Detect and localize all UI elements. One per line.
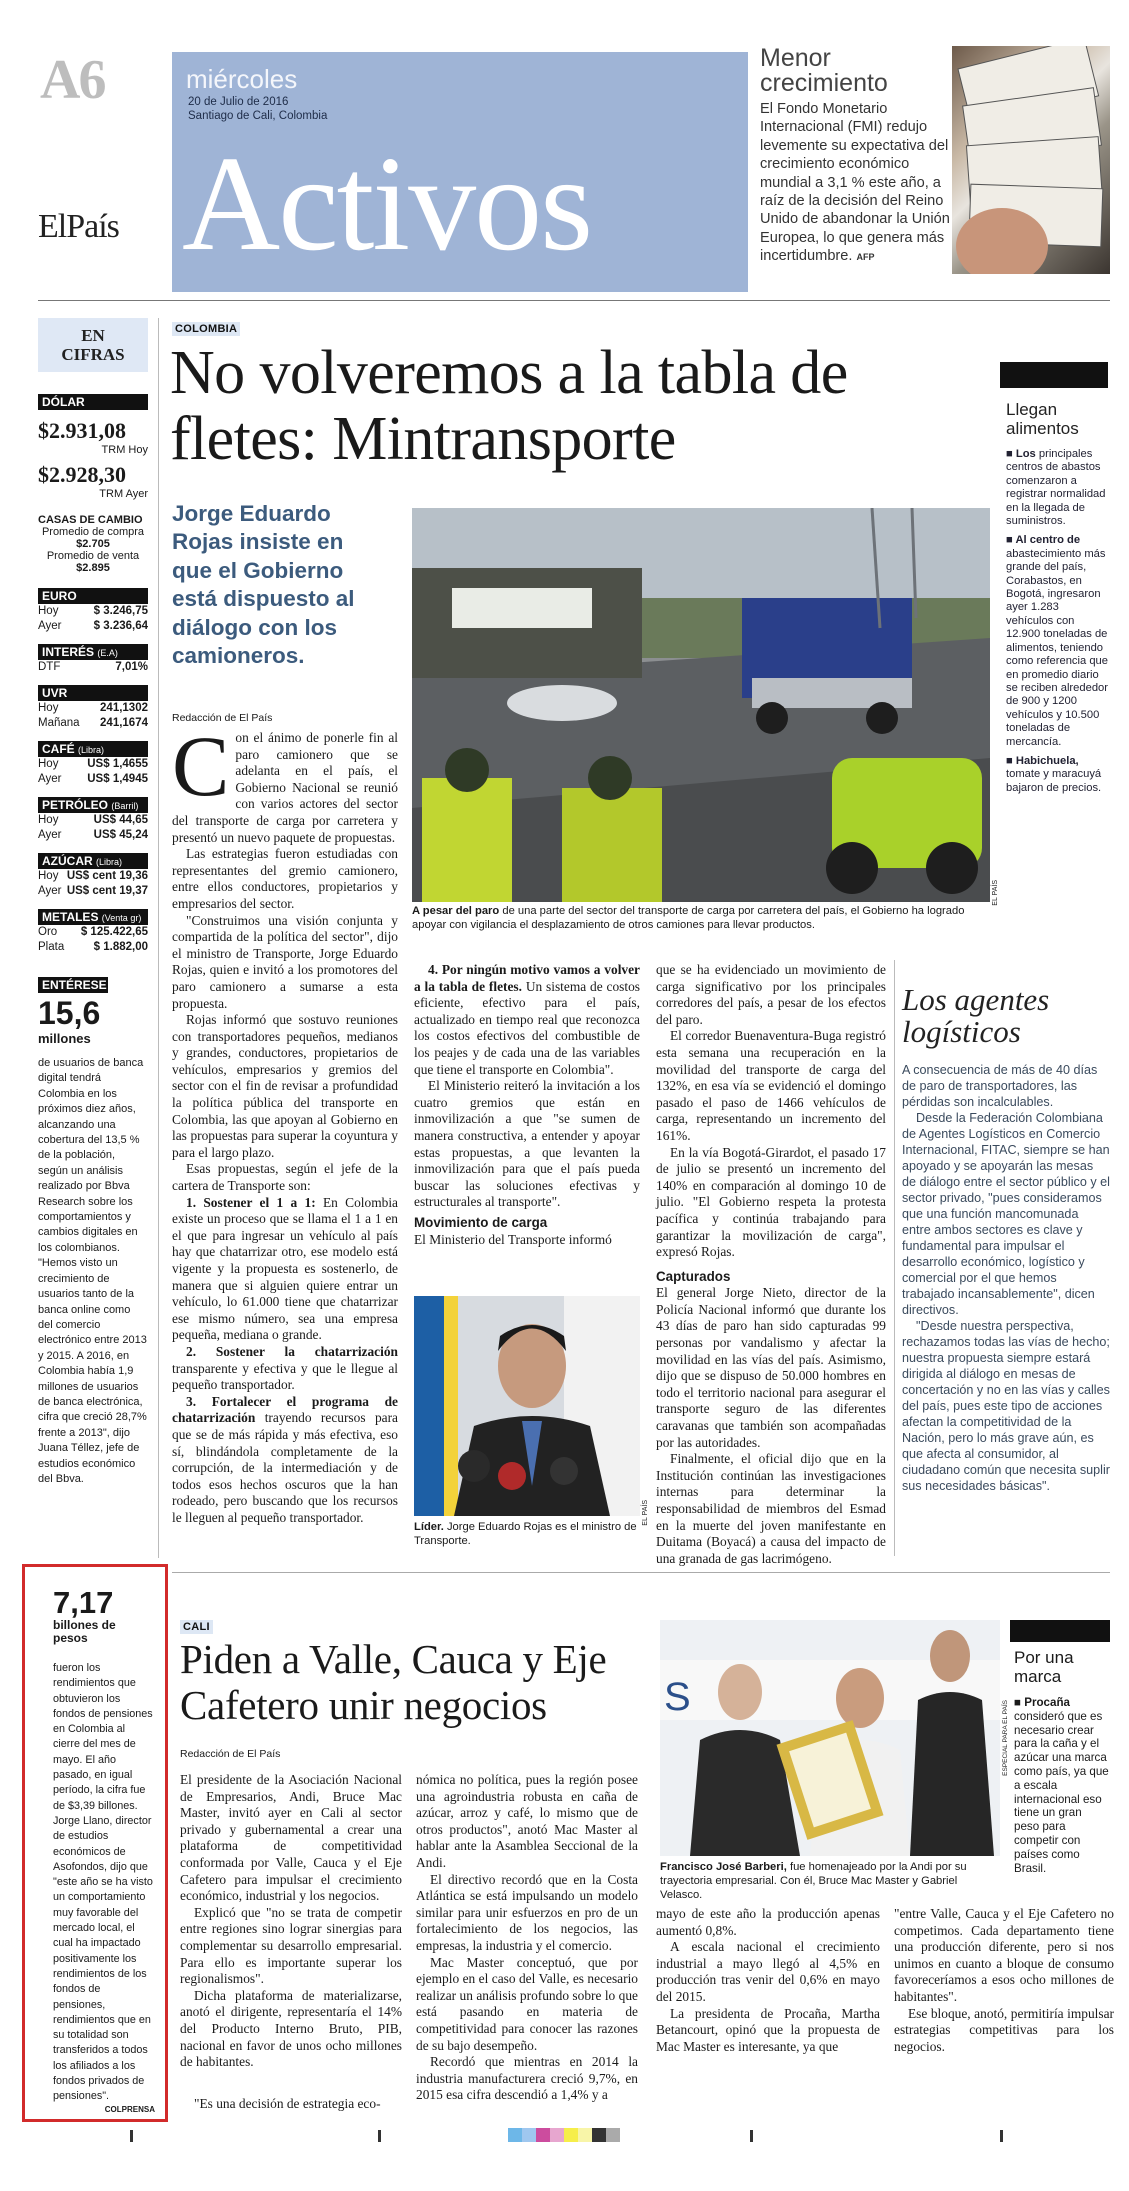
list-item: 4. Por ningún motivo vamos a volver a la tabla de fletes. Un sistema de costos eficiente, efectivo para el país, actualizado en tiempo real que reconozca los costos efectivos del combustible de los peajes y de cada una de las variables que tiene el transporte en Colombia". — [414, 962, 640, 1077]
list-item: 1. Sostener el 1 a 1: En Colombia existe un proceso que se llama el 1 a 1 en el que para ingresar un vehículo al país hay que chatarrizar otro, ese modelo está vigente y la propuesta es sostenerlo, de manera que si alguien quiere entrar un vehículo, lo 61.000 tiene que chatarrizar ese mismo número, sea una empresa pequeña, mediana o grande. — [172, 1194, 398, 1343]
subhead: Capturados — [656, 1268, 731, 1284]
cali-col-1-quote: "Es una decisión de estrategia eco- — [194, 2096, 381, 2111]
swatch-icon — [536, 2128, 550, 2142]
masthead — [172, 52, 748, 292]
cali-headline: Piden a Valle, Cauca y Eje Cafetero unir negocios — [180, 1636, 607, 1728]
cali-col-4 — [894, 1906, 1114, 2055]
paragraph: "entre Valle, Cauca y el Eje Cafetero no competimos. Cada departamento tiene una producción diferente, pero si nos unimos en cuanto a bloque de consumo favoreceríamos a esos ocho millones de habitantes". — [894, 1906, 1114, 2004]
casas-compra-label: Promedio de compra — [41, 526, 145, 538]
dolar-hoy-label: TRM Hoy — [101, 444, 148, 456]
dolar-ayer-value: $2.928,30 — [38, 462, 126, 487]
casas-header: CASAS DE CAMBIO — [38, 514, 143, 526]
casas-venta-value: $2.895 — [76, 562, 110, 574]
metales-header: METALES (Venta gr) — [38, 909, 148, 925]
trucks-photo-caption: A pesar del paro de una parte del sector del transporte de carga por carretera del país, el Gobierno ha logrado apoyar con vigilancia el desplazamiento de otros camiones para llevar productos. — [412, 905, 965, 931]
cali-col-2 — [416, 1772, 638, 2104]
casas-compra-value: $2.705 — [76, 538, 110, 550]
llegan-alimentos-box — [1006, 400, 1108, 795]
main-col-2 — [414, 962, 640, 1248]
enterese-value: 15,6 — [38, 995, 101, 1031]
dolar-ayer-label: TRM Ayer — [99, 488, 148, 500]
paragraph: Explicó que "no se trata de competir entre regiones sino lograr sinergias para complementar su desarrollo empresarial. Para ello es importante superar los regionalismos". — [180, 1904, 402, 1987]
cali-col-1 — [180, 1772, 402, 2071]
marca-box-bar — [1010, 1620, 1110, 1642]
paragraph: El presidente de la Asociación Nacional de Empresarios, Andi, Bruce Mac Master, invitó ayer en Cali al sector privado y gubernamental a crear una plataforma de competitividad conformada por Valle, Cauca y el Eje Cafetero para impulsar el crecimiento económico, industrial y los negocios. — [180, 1772, 402, 1904]
paragraph: Dicha plataforma de materializarse, anotó el dirigente, representaría el 14% del Producto Interno Bruto, PIB, nacional en favor de unos ocho millones de habitantes. — [180, 1987, 402, 2070]
swatch-icon — [508, 2128, 522, 2142]
llegan-item: ■ Al centro de abastecimiento más grande del país, Corabastos, en Bogotá, ingresaron ayer 1.283 vehículos con 12.900 toneladas de alimentos, teniendo como referencia que en promedio diario se reciben alrededor de 900 y 1200 vehículos y 10.500 toneladas de mercancía. — [1006, 534, 1108, 748]
agentes-text — [902, 1062, 1110, 1494]
photo-credit: EL PAÍS — [992, 880, 999, 906]
paragraph: Ese bloque, anotó, permitiría impulsar estrategias competitivas para los negocios. — [894, 2005, 1114, 2054]
crop-mark-icon — [750, 2130, 753, 2142]
color-bar — [508, 2128, 620, 2142]
section-tag: COLOMBIA — [172, 322, 240, 336]
banknotes-icon — [952, 46, 1110, 274]
enterese-text: de usuarios de banca digital tendrá Colombia en los próximos diez años, alcanzando una cobertura del 13,5 % de la población, según un análisis realizado por Bbva Research sobre los comportamientos y cambios digitales en los colombianos. "Hemos visto un crecimiento de usuarios tanto de la banca online como del comercio electrónico entre 2013 y 2015. A 2016, en Colombia había 1,9 millones de usuarios de banca electrónica, cifra que creció 28,7% frente a 2013", dijo Juana Téllez, jefe de estudios económico del Bbva. — [38, 1057, 147, 1485]
paragraph: Desde la Federación Colombiana de Agentes Logísticos en Comercio Internacional, FITAC, siempre se han apoyado y se apoyarán las mesas de diálogo entre el sector público y el sector privado, "pues consideramos que una función mancomunada entre ambos sectores es clave y fundamental para impulsar el desarrollo económico, logístico y comercial por el que hemos trabajado incansablemente", dicen directivos. — [902, 1111, 1110, 1317]
paragraph: que se ha evidenciado un movimiento de carga significativo por los principales corredores del país, a pesar de los efectos del paro. — [656, 962, 886, 1027]
azucar-header: AZÚCAR (Libra) — [38, 853, 148, 869]
masthead-day: miércoles — [186, 64, 298, 94]
teaser — [760, 46, 950, 267]
list-item: 2. Sostener la chatarrización transparente y efectiva y que le llegue al pequeño transportador. — [172, 1343, 398, 1393]
trucks-photo — [412, 508, 990, 902]
cali-col-3 — [656, 1906, 880, 2055]
minister-portrait-illustration — [414, 1296, 640, 1516]
paragraph: Recordó que mientras en 2014 la industria manufacturera creció 9,7%, en 2015 esa cifra descendió a 1,4% y a — [416, 2054, 638, 2103]
llegan-title: Llegan alimentos — [1006, 400, 1079, 438]
box-value: 7,17 — [53, 1585, 114, 1620]
subhead: Movimiento de carga — [414, 1214, 548, 1230]
petroleo-row: Ayer US$ 45,24 — [38, 829, 148, 841]
paragraph: A escala nacional el crecimiento industrial a mayo llegó al 4,5% en producción tras venir del 0,6% en mayo del 2015. — [656, 1939, 880, 2004]
section-title: Activos — [182, 129, 592, 279]
dolar-hoy-value: $2.931,08 — [38, 418, 126, 443]
paragraph: "Construimos una visión conjunta y compartida de la política del sector", dijo el ministro de Transporte, Jorge Eduardo Rojas, quien e invitó a los promotores del paro camionero a sumarse a esta propuesta. — [172, 912, 398, 1011]
swatch-icon — [564, 2128, 578, 2142]
uvr-row: Mañana 241,1674 — [38, 717, 148, 729]
euro-header: EURO — [38, 588, 148, 604]
deck: Jorge Eduardo Rojas insiste en que el Gobierno está dispuesto al diálogo con los camioneros. — [172, 501, 355, 669]
cafe-header: CAFÉ (Libra) — [38, 741, 148, 757]
swatch-icon — [578, 2128, 592, 2142]
cafe-row: Hoy US$ 1,4655 — [38, 758, 148, 770]
box-unit: billones de pesos — [53, 1618, 116, 1645]
crop-mark-icon — [378, 2130, 381, 2142]
paragraph: Mac Master conceptuó, que por ejemplo en el caso del Valle, es necesario realizar un análisis profundo sobre lo que está pasando en materia de competitividad para conocer las razones de su bajo desempeño. — [416, 1954, 638, 2053]
swatch-icon — [592, 2128, 606, 2142]
paragraph: Rojas informó que sostuvo reuniones con transportadores pequeños, medianos y grandes, conductores, propietarios de vehículos, empresarios y gremios del sector con el fin de revisar a profundidad la política pública del transporte en Colombia, las que apoyan al Gobierno en las propuestas para superar la coyuntura y para el largo plazo. — [172, 1012, 398, 1160]
paragraph: Finalmente, el oficial dijo que en la Institución continúan las investigaciones internas para determinar la responsabilidad de miembros del Esmad en la muerte del joven manifestante en Duitama (Boyacá) a causa del impacto de una granada de gas lacrimógeno. — [656, 1451, 886, 1566]
drop-cap-paragraph: Con el ánimo de ponerle fin al paro camionero que se adelanta en el país, el Gobierno Nacional se reunió con varios actores del sector del transporte de carga por carretera y presentó un nuevo paquete de propuestas. — [172, 718, 398, 845]
teaser-title: Menor crecimiento — [760, 44, 888, 97]
dolar-header: DÓLAR — [38, 394, 148, 410]
headline: No volveremos a la tabla de fletes: Mintransporte — [170, 339, 848, 473]
euro-row: Ayer $ 3.236,64 — [38, 620, 148, 632]
minister-photo — [414, 1296, 640, 1516]
paragraph: nómica no política, pues la región posee una agroindustria robusta en caña de azúcar, arroz y café, lo mismo que de otros productos", anotó Mac Master al hablar ante la Asamblea Seccional de la Andi. — [416, 1772, 638, 1870]
crop-mark-icon — [1000, 2130, 1003, 2142]
swatch-icon — [522, 2128, 536, 2142]
paragraph: "Desde nuestra perspectiva, rechazamos todas las vías de hecho; nuestra propuesta siempre estará dirigida al diálogo en mesas de concertación y no en las vías y calles del país, pues este tipo de acciones afectan la competitividad de la Nación, pero lo más grave aún, es que afecta al consumidor, al ciudadano común que necesita suplir sus necesidades básicas". — [902, 1319, 1110, 1493]
lider-credit: EL PAÍS — [642, 1500, 649, 1526]
cali-tag: CALI — [180, 1620, 213, 1634]
paragraph: El Ministerio reiteró la invitación a los cuatro gremios que están en inmovilización a que "se sumen de manera constructiva, a entender y apoyar estas propuestas, a que levanten la inmovilización para que el país pueda buscar las soluciones efectivas y estructurales al transporte". — [414, 1078, 640, 1210]
agentes-logisticos — [902, 984, 1110, 1494]
main-col-3 — [656, 962, 886, 1567]
rendimientos-box — [22, 1564, 168, 2122]
metales-row: Plata $ 1.882,00 — [38, 941, 148, 953]
por-una-marca-box — [1014, 1648, 1110, 1875]
paragraph: En la vía Bogotá-Girardot, el pasado 17 de julio se presentó un incremento del 140% en comparación al domingo 10 de julio. "El Gobierno respeta la protesta pacífica y continúa trabajando para garantizar la movilización de carga", expresó Rojas. — [656, 1144, 886, 1260]
paragraph: El general Jorge Nieto, director de la Policía Nacional informó que durante los 43 días de paro han sido capturadas 99 personas por vandalismo y afectar la movilidad en las vías del país. Asimismo, dijo que se dispuso de 50.000 hombres en todo el territorio nacional para asegurar el transporte seguro de las diferentes caravanas que también son acompañadas por las autoridades. — [656, 1285, 886, 1450]
marca-text: ■ Procaña consideró que es necesario crear para la caña y el azúcar una marca como país, ya que a escala internacional eso tiene un gran peso para competir con países como Brasil. — [1014, 1696, 1109, 1875]
cifras-title: EN CIFRAS — [38, 318, 148, 372]
azucar-row: Hoy US$ cent 19,36 — [38, 870, 148, 882]
paragraph: mayo de este año la producción apenas aumentó 0,8%. — [656, 1906, 880, 1938]
right-box-bar — [1000, 362, 1108, 388]
interes-row: DTF 7,01% — [38, 661, 148, 673]
cafe-row: Ayer US$ 1,4945 — [38, 773, 148, 785]
masthead-date: 20 de Julio de 2016 — [188, 96, 289, 108]
paragraph: El Ministerio del Transporte informó — [414, 1231, 612, 1247]
casas-venta-label: Promedio de venta — [46, 550, 140, 562]
minister-caption: Líder. Jorge Eduardo Rojas es el ministro de Transporte. — [414, 1521, 637, 1547]
box-text: fueron los rendimientos que obtuvieron los fondos de pensiones en Colombia al cierre del mes de mayo. El año pasado, en igual período, la cifra fue de $3,39 billones. Jorge Llano, director de estudios económicos de Asofondos, dijo que "este año se ha visto un comportamiento muy favorable del mercado local, el cual ha impactado positivamente los rendimientos de los fondos de pensiones, rendimientos que en su totalidad son transferidos a todos los afiliados a los fondos privados de pensiones". — [53, 1662, 153, 2103]
enterese-unit: millones — [38, 1031, 91, 1046]
money-photo — [952, 46, 1110, 274]
page-number: A6 — [40, 49, 105, 111]
agentes-title: Los agentes logísticos — [902, 982, 1050, 1049]
petroleo-header: PETRÓLEO (Barril) — [38, 797, 148, 813]
registration-marks — [0, 2126, 1129, 2156]
uvr-row: Hoy 241,1302 — [38, 702, 148, 714]
drop-cap: C — [172, 718, 230, 814]
azucar-row: Ayer US$ cent 19,37 — [38, 885, 148, 897]
swatch-icon — [606, 2128, 620, 2142]
svg-text:S: S — [664, 1675, 691, 1719]
paragraph: Esas propuestas, según el jefe de la cartera de Transporte son: — [172, 1161, 398, 1194]
award-photo-credit: ESPECIAL PARA EL PAÍS — [1002, 1700, 1009, 1776]
sidebar-cifras — [38, 318, 148, 1487]
teaser-text: El Fondo Monetario Internacional (FMI) redujo levemente su expectativa del crecimiento económico mundial a 3,1 % este año, a raíz de la decisión del Reino Unido de abandonar la Unión Europea, lo que genera más incertidumbre. AFP — [760, 101, 950, 265]
masthead-place: Santiago de Cali, Colombia — [188, 110, 328, 122]
paragraph: El corredor Buenaventura-Buga registró esta semana una recuperación en la movilidad del transporte de carga del 132%, en esa vía se evidenció el domingo pasado el paso de 1466 vehículos de carga, representando un incremento del 161%. — [656, 1028, 886, 1143]
box-credit: COLPRENSA — [104, 2104, 155, 2114]
metales-row: Oro $ 125.422,65 — [38, 926, 148, 938]
marca-title: Por una marca — [1014, 1648, 1074, 1686]
llegan-item: ■ Los principales centros de abastos comenzaron a registrar normalidad en la llegada de suministros. — [1006, 448, 1106, 528]
byline: Redacción de El País — [172, 712, 273, 724]
petroleo-row: Hoy US$ 44,65 — [38, 814, 148, 826]
paragraph: Las estrategias fueron estudiadas con representantes del gremio camionero, entre ellos conductores, propietarios y empresarios del sector. — [172, 846, 398, 911]
interes-header: INTERÉS (E.A) — [38, 644, 148, 660]
uvr-header: UVR — [38, 685, 148, 701]
truck-scene-illustration — [412, 508, 990, 902]
list-item: 3. Fortalecer el programa de chatarrización trayendo recursos para que se de más rápida y más efectiva, eso sí, blindándola completamente de la corrupción, de la intermediación y de todos esos hechos oscuros que la han rodeado, pero buscando que los recursos le lleguen al pequeño transportador. — [172, 1393, 398, 1525]
crop-mark-icon — [130, 2130, 133, 2142]
award-photo — [660, 1620, 1000, 1856]
llegan-item: ■ Habichuela, tomate y maracuyá bajaron de precios. — [1006, 754, 1102, 794]
euro-row: Hoy $ 3.246,75 — [38, 605, 148, 617]
paragraph: La presidenta de Procaña, Martha Betancourt, opinó que la propuesta de Mac Master es interesante, ya que — [656, 2005, 880, 2054]
award-ceremony-illustration — [660, 1620, 1000, 1856]
paragraph: El directivo recordó que en la Costa Atlántica se está impulsando un modelo similar para unir esfuerzos en pro de un fortalecimiento de los negocios, las empresas, la industria y el comercio. — [416, 1871, 638, 1953]
swatch-icon — [550, 2128, 564, 2142]
brand-logo: ElPaís — [38, 208, 119, 245]
paragraph: A consecuencia de más de 40 días de paro de transportadores, las pérdidas son incalculables. — [902, 1063, 1098, 1109]
cali-byline: Redacción de El País — [180, 1748, 281, 1760]
award-caption: Francisco José Barberi, fue homenajeado por la Andi por su trayectoria empresarial. Con él, Bruce Mac Master y Gabriel Velasco. — [660, 1861, 967, 1901]
enterese-header: ENTÉRESE — [38, 977, 108, 993]
